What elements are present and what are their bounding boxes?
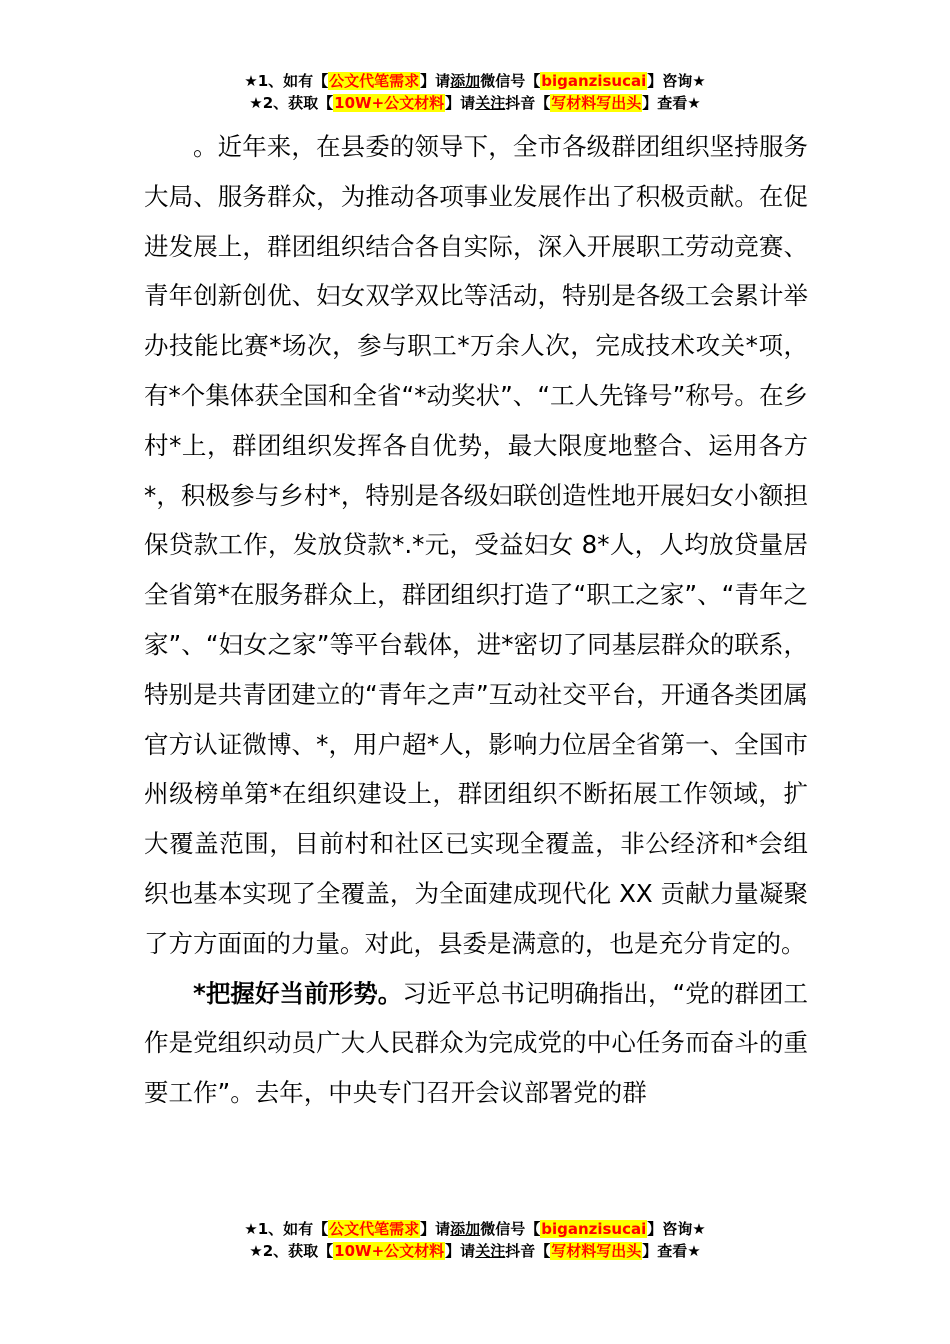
star-icon: ★ xyxy=(687,94,701,112)
star-icon: ★ xyxy=(692,72,706,90)
paragraph-text: 习近平总书记明确指出，“党的群团工作是党组织动员广大人民群众为完成党的中心任务而奋斗的重要工作”。去年，中央专门召开会议部署党的群 xyxy=(144,978,809,1108)
banner-text: 1、如有【 xyxy=(257,1220,329,1238)
star-icon: ★ xyxy=(249,1242,263,1260)
underlined-word: 关注 xyxy=(475,1242,506,1260)
banner-text: 抖音【 xyxy=(505,94,551,112)
body-paragraph-1: 。近年来，在县委的领导下，全市各级群团组织坚持服务大局、服务群众，为推动各项事业发展作出了积极贡献。在促进发展上，群团组织结合各自实际，深入开展职工劳动竞赛、青年创新创优、妇女双学双比等活动，特别是各级工会累计举办技能比赛*场次，参与职工*万余人次，完成技术攻关*项，有*个集体获全国和全省“*动奖状”、“工人先锋号”称号。在乡村*上，群团组织发挥各自优势，最大限度地整合、运用各方*，积极参与乡村*，特别是各级妇联创造性地开展妇女小额担保贷款工作，发放贷款*.*元，受益妇女 8*人，人均放贷量居全省第*在服务群众上，群团组织打造了“职工之家”、“青年之家”、“妇女之家”等平台载体，进*密切了同基层群众的联系，特别是共青团建立的“青年之声”互动社交平台，开通各类团属官方认证微博、*，用户超*人，影响力位居全省第一、全国市州级榜单第*在组织建设上，群团组织不断拓展工作领域，扩大覆盖范围，目前村和社区已实现全覆盖，非公经济和*会组织也基本实现了全覆盖，为全面建成现代化 XX 贡献力量凝聚了方方面面的力量。对此，县委是满意的，也是充分肯定的。 xyxy=(144,132,808,958)
banner-text: 】咨询 xyxy=(647,1220,693,1238)
underlined-word: 添加 xyxy=(450,72,481,90)
highlight-wechat-id: biganzisucai xyxy=(541,1220,647,1238)
underlined-word: 添加 xyxy=(450,1220,481,1238)
star-icon: ★ xyxy=(692,1220,706,1238)
paragraph-lead-heading: *把握好当前形势。 xyxy=(193,978,403,1008)
star-icon: ★ xyxy=(244,72,258,90)
banner-line-2 xyxy=(0,92,950,114)
highlight-materials: 10W+公文材料 xyxy=(334,94,445,112)
footer-banner xyxy=(0,1218,950,1262)
banner-text: 】查看 xyxy=(642,94,688,112)
header-banner xyxy=(0,70,950,114)
banner-text: 微信号【 xyxy=(480,72,541,90)
banner-text: 2、获取【 xyxy=(262,1242,334,1260)
star-icon: ★ xyxy=(687,1242,701,1260)
body-paragraph-2 xyxy=(144,969,808,1118)
highlight-materials: 10W+公文材料 xyxy=(334,1242,445,1260)
document-body xyxy=(144,122,808,1118)
banner-text: 】请 xyxy=(445,94,476,112)
banner-text: 1、如有【 xyxy=(257,72,329,90)
banner-line-2 xyxy=(0,1240,950,1262)
highlight-service: 公文代笔需求 xyxy=(329,72,420,90)
underlined-word: 关注 xyxy=(475,94,506,112)
highlight-service: 公文代笔需求 xyxy=(329,1220,420,1238)
banner-line-1 xyxy=(0,70,950,92)
star-icon: ★ xyxy=(249,94,263,112)
star-icon: ★ xyxy=(244,1220,258,1238)
banner-text: 2、获取【 xyxy=(262,94,334,112)
banner-text: 抖音【 xyxy=(505,1242,551,1260)
highlight-douyin-account: 写材料写出头 xyxy=(551,94,642,112)
banner-text: 】咨询 xyxy=(647,72,693,90)
banner-text: 】查看 xyxy=(642,1242,688,1260)
highlight-wechat-id: biganzisucai xyxy=(541,72,647,90)
highlight-douyin-account: 写材料写出头 xyxy=(551,1242,642,1260)
banner-text: 微信号【 xyxy=(480,1220,541,1238)
banner-text: 】请 xyxy=(420,72,451,90)
banner-text: 】请 xyxy=(420,1220,451,1238)
banner-text: 】请 xyxy=(445,1242,476,1260)
banner-line-1 xyxy=(0,1218,950,1240)
